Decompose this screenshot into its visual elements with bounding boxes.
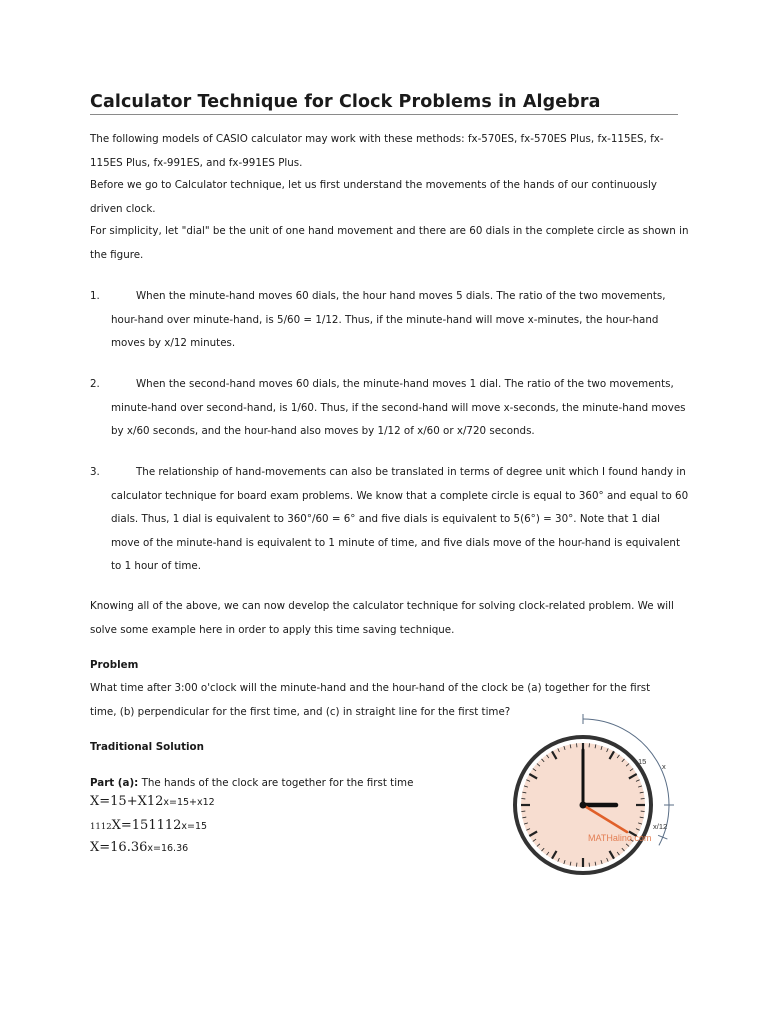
equation-3-math: X=16.36	[90, 840, 148, 855]
equation-2-small: 1112	[90, 822, 112, 832]
clock-diagram	[510, 712, 682, 888]
list-item-1-number: 1.	[90, 290, 100, 302]
problem-heading: Problem	[90, 659, 139, 671]
arc-label-x12: x/12	[653, 822, 668, 831]
equation-1	[90, 794, 215, 809]
arc-label-15: 15	[638, 757, 647, 766]
intro-simplicity-paragraph: For simplicity, let "dial" be the unit of one hand movement and there are 60 dials in the complete circle as shown in the figure.	[90, 225, 689, 261]
document-title: Calculator Technique for Clock Problems in Algebra	[90, 92, 678, 115]
part-a-text: The hands of the clock are together for the first time	[138, 777, 414, 789]
list-item-2-text: When the second-hand moves 60 dials, the minute-hand moves 1 dial. The ratio of the two movements, minute-hand over second-hand, is 1/60. Thus, if the second-hand will move x-seconds, the minute-hand moves by x/60 seconds, and the hour-hand also moves by 1/12 of x/60 or x/720 seconds.	[111, 378, 686, 437]
arc-label-x: x	[662, 762, 666, 771]
part-a-label: Part (a):	[90, 777, 139, 789]
equation-3	[90, 840, 188, 855]
equation-1-text: x=15+x12	[163, 797, 215, 808]
intro-before-paragraph: Before we go to Calculator technique, let us first understand the movements of the hands of our continuously driven clock.	[90, 179, 657, 215]
equation-2-text: x=15	[181, 821, 208, 832]
list-item-3-number: 3.	[90, 466, 100, 478]
equation-2-math: X=151112	[111, 818, 182, 833]
watermark-label: MATHalino.com	[588, 833, 652, 843]
equation-3-text: x=16.36	[147, 843, 189, 854]
equation-1-math: X=15+X12	[90, 794, 164, 809]
equation-2	[90, 818, 207, 833]
intro-models-paragraph: The following models of CASIO calculator may work with these methods: fx-570ES, fx-570ES Plus, fx-115ES, fx-115ES Plus, fx-991ES, and fx-991ES Plus.	[90, 133, 664, 169]
clock-figure	[510, 712, 682, 892]
list-item-2-number: 2.	[90, 378, 100, 390]
list-item-1-text: When the minute-hand moves 60 dials, the hour hand moves 5 dials. The ratio of the two movements, hour-hand over minute-hand, is 5/60 = 1/12. Thus, if the minute-hand will move x-minutes, the hour-hand moves by x/12 minutes.	[111, 290, 666, 349]
solution-heading: Traditional Solution	[90, 741, 204, 753]
closing-paragraph: Knowing all of the above, we can now develop the calculator technique for solving clock-related problem. We will solve some example here in order to apply this time saving technique.	[90, 600, 674, 636]
clock-center-pin	[580, 802, 587, 809]
problem-text: What time after 3:00 o'clock will the minute-hand and the hour-hand of the clock be (a) together for the first time, (b) perpendicular for the first time, and (c) in straight line for the first time?	[90, 682, 651, 718]
list-item-3-text: The relationship of hand-movements can also be translated in terms of degree unit which I found handy in calculator technique for board exam problems. We know that a complete circle is equal to 360° and equal to 60 dials. Thus, 1 dial is equivalent to 360°/60 = 6° and five dials is equivalent to 5(6°) = 30°. Note that 1 dial move of the minute-hand is equivalent to 1 minute of time, and five dials move of the hour-hand is equivalent to 1 hour of time.	[111, 466, 689, 572]
part-a-line	[90, 777, 413, 789]
